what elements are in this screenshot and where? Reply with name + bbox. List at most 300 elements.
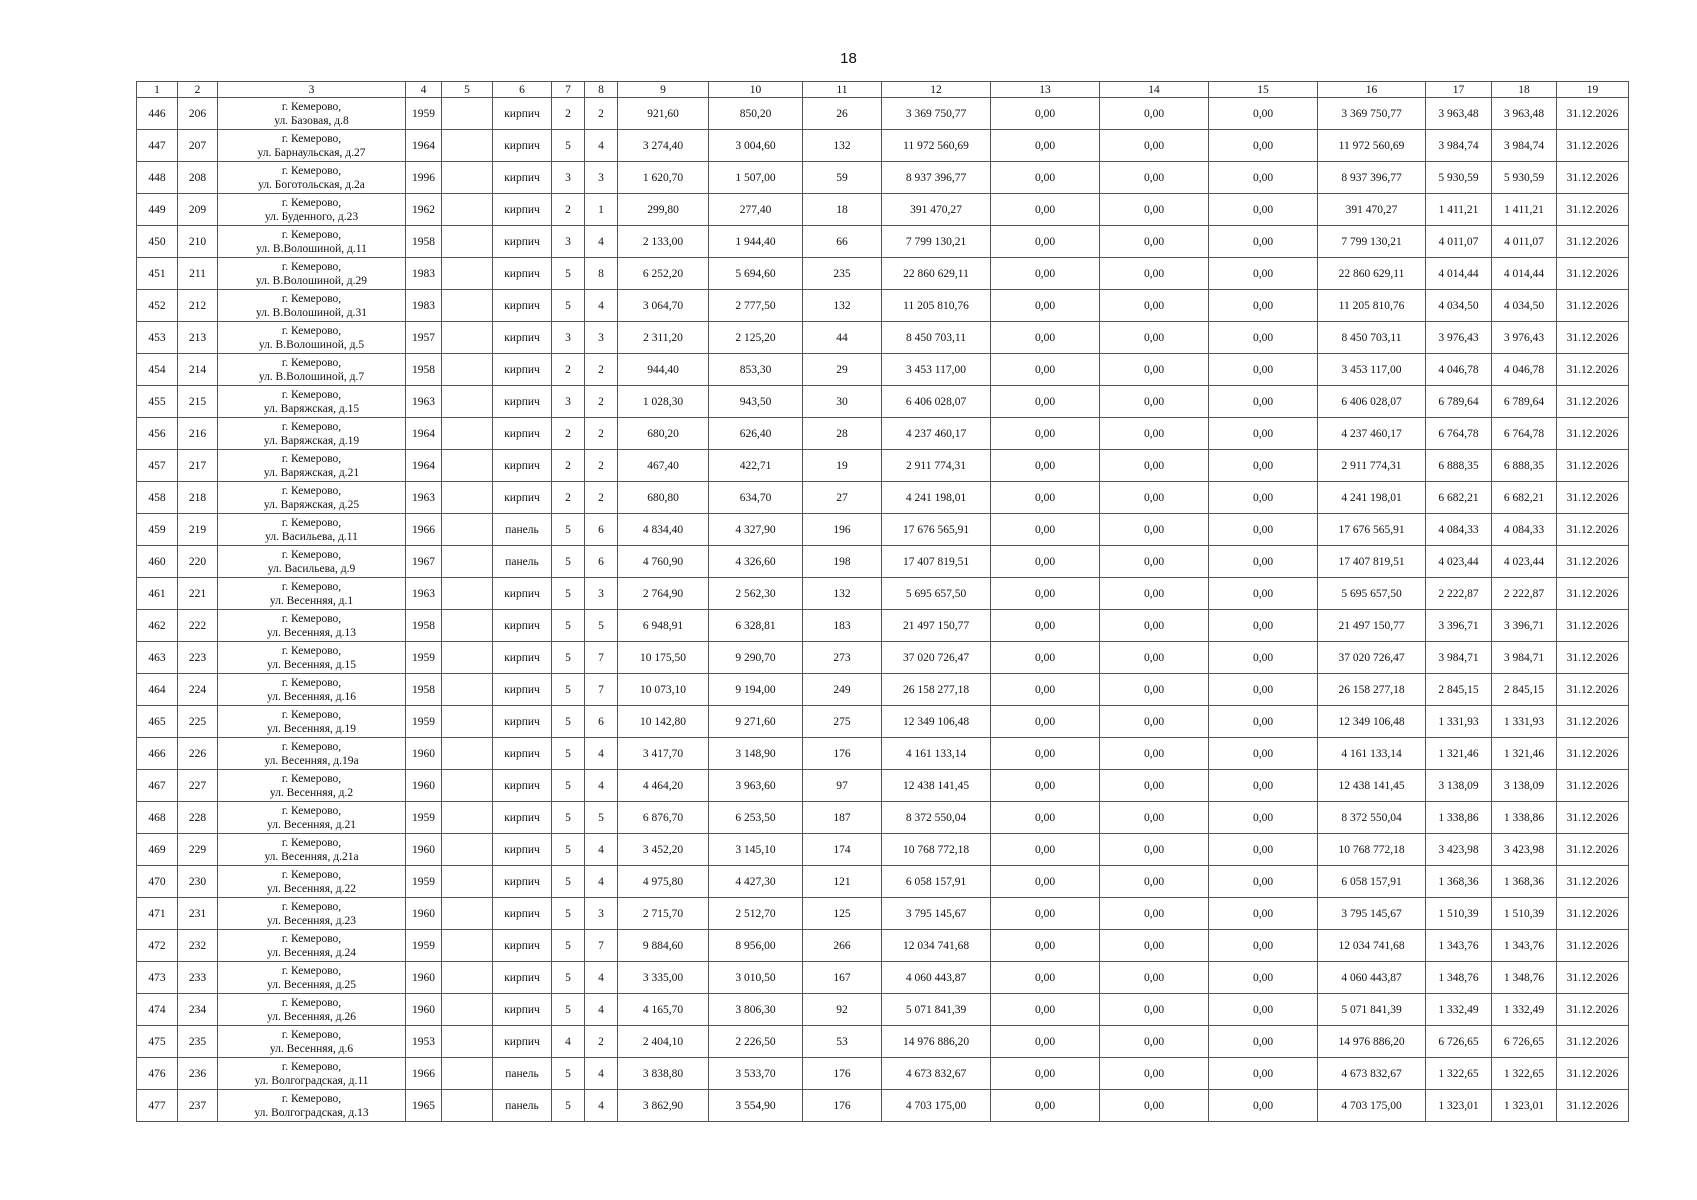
column-15-cell: 0,00: [1209, 674, 1318, 706]
total-area-cell: 944,40: [618, 354, 709, 386]
column-15-cell: 0,00: [1209, 706, 1318, 738]
address-cell: [218, 354, 406, 386]
column-14-cell: 0,00: [1100, 546, 1209, 578]
column-5-cell: [442, 258, 493, 290]
floors-cell: 3: [552, 386, 585, 418]
column-5-cell: [442, 770, 493, 802]
row-number-cell: 463: [137, 642, 178, 674]
column-13-cell: 0,00: [991, 450, 1100, 482]
residents-cell: 66: [803, 226, 882, 258]
address-city: г. Кемерово,: [281, 708, 342, 721]
column-13-cell: 0,00: [991, 98, 1100, 130]
living-area-cell: 850,20: [709, 98, 803, 130]
table-row: [137, 930, 1629, 962]
floors-cell: 3: [552, 322, 585, 354]
address-street: ул. В.Волошиной, д.29: [255, 274, 368, 287]
year-cell: 1959: [406, 930, 442, 962]
residents-cell: 53: [803, 1026, 882, 1058]
column-17-cell: 3 984,74: [1426, 130, 1492, 162]
wall-material-cell: кирпич: [493, 610, 552, 642]
deadline-date-cell: 31.12.2026: [1557, 226, 1629, 258]
column-14-cell: 0,00: [1100, 834, 1209, 866]
column-13-cell: 0,00: [991, 738, 1100, 770]
address-cell: [218, 258, 406, 290]
row-number-cell: 477: [137, 1090, 178, 1122]
column-15-cell: 0,00: [1209, 738, 1318, 770]
object-id-cell: 225: [178, 706, 218, 738]
row-number-cell: 460: [137, 546, 178, 578]
year-cell: 1960: [406, 770, 442, 802]
address-street: ул. Весенняя, д.16: [266, 690, 356, 703]
column-15-cell: 0,00: [1209, 450, 1318, 482]
floors-cell: 5: [552, 546, 585, 578]
table-row: [137, 674, 1629, 706]
entrances-cell: 4: [585, 130, 618, 162]
column-13-cell: 0,00: [991, 610, 1100, 642]
total-area-cell: 4 975,80: [618, 866, 709, 898]
wall-material-cell: кирпич: [493, 674, 552, 706]
row-number-cell: 464: [137, 674, 178, 706]
object-id-cell: 234: [178, 994, 218, 1026]
address-city: г. Кемерово,: [281, 1028, 342, 1041]
column-number-header: 15: [1209, 82, 1318, 98]
wall-material-cell: кирпич: [493, 962, 552, 994]
object-id-cell: 214: [178, 354, 218, 386]
column-13-cell: 0,00: [991, 482, 1100, 514]
column-15-cell: 0,00: [1209, 386, 1318, 418]
total-area-cell: 3 064,70: [618, 290, 709, 322]
residents-cell: 275: [803, 706, 882, 738]
object-id-cell: 221: [178, 578, 218, 610]
table-row: [137, 514, 1629, 546]
deadline-date-cell: 31.12.2026: [1557, 866, 1629, 898]
deadline-date-cell: 31.12.2026: [1557, 130, 1629, 162]
column-5-cell: [442, 322, 493, 354]
row-number-cell: 449: [137, 194, 178, 226]
address-street: ул. Волгоградская, д.11: [254, 1074, 369, 1087]
row-number-cell: 470: [137, 866, 178, 898]
column-number-header: 8: [585, 82, 618, 98]
column-18-cell: 1 322,65: [1492, 1058, 1557, 1090]
column-5-cell: [442, 514, 493, 546]
deadline-date-cell: 31.12.2026: [1557, 898, 1629, 930]
entrances-cell: 2: [585, 98, 618, 130]
entrances-cell: 4: [585, 866, 618, 898]
address-cell: [218, 898, 406, 930]
column-number-header: 4: [406, 82, 442, 98]
table-row: [137, 706, 1629, 738]
cost-cell: 3 369 750,77: [882, 98, 991, 130]
column-16-cell: 391 470,27: [1318, 194, 1426, 226]
address-street: ул. Волгоградская, д.13: [254, 1106, 369, 1119]
column-16-cell: 3 369 750,77: [1318, 98, 1426, 130]
living-area-cell: 1 944,40: [709, 226, 803, 258]
table-row: [137, 642, 1629, 674]
column-17-cell: 1 322,65: [1426, 1058, 1492, 1090]
address-cell: [218, 962, 406, 994]
floors-cell: 5: [552, 706, 585, 738]
floors-cell: 5: [552, 930, 585, 962]
cost-cell: 6 406 028,07: [882, 386, 991, 418]
floors-cell: 5: [552, 674, 585, 706]
column-16-cell: 14 976 886,20: [1318, 1026, 1426, 1058]
column-17-cell: 4 023,44: [1426, 546, 1492, 578]
column-14-cell: 0,00: [1100, 802, 1209, 834]
address-cell: [218, 1026, 406, 1058]
column-14-cell: 0,00: [1100, 386, 1209, 418]
wall-material-cell: кирпич: [493, 866, 552, 898]
living-area-cell: 3 554,90: [709, 1090, 803, 1122]
address-cell: [218, 546, 406, 578]
residents-cell: 273: [803, 642, 882, 674]
address-cell: [218, 194, 406, 226]
table-row: [137, 1058, 1629, 1090]
residents-cell: 121: [803, 866, 882, 898]
column-17-cell: 1 348,76: [1426, 962, 1492, 994]
column-17-cell: 1 510,39: [1426, 898, 1492, 930]
column-15-cell: 0,00: [1209, 578, 1318, 610]
living-area-cell: 2 226,50: [709, 1026, 803, 1058]
column-15-cell: 0,00: [1209, 226, 1318, 258]
column-14-cell: 0,00: [1100, 322, 1209, 354]
year-cell: 1967: [406, 546, 442, 578]
entrances-cell: 3: [585, 322, 618, 354]
table-row: [137, 770, 1629, 802]
address-street: ул. Варяжская, д.21: [263, 466, 360, 479]
floors-cell: 5: [552, 802, 585, 834]
column-13-cell: 0,00: [991, 322, 1100, 354]
residents-cell: 132: [803, 290, 882, 322]
entrances-cell: 4: [585, 834, 618, 866]
column-17-cell: 6 764,78: [1426, 418, 1492, 450]
column-15-cell: 0,00: [1209, 354, 1318, 386]
cost-cell: 4 241 198,01: [882, 482, 991, 514]
column-18-cell: 1 331,93: [1492, 706, 1557, 738]
column-18-cell: 6 726,65: [1492, 1026, 1557, 1058]
object-id-cell: 206: [178, 98, 218, 130]
living-area-cell: 3 145,10: [709, 834, 803, 866]
column-5-cell: [442, 162, 493, 194]
object-id-cell: 228: [178, 802, 218, 834]
column-17-cell: 3 984,71: [1426, 642, 1492, 674]
deadline-date-cell: 31.12.2026: [1557, 1026, 1629, 1058]
entrances-cell: 5: [585, 610, 618, 642]
address-city: г. Кемерово,: [281, 356, 342, 369]
cost-cell: 10 768 772,18: [882, 834, 991, 866]
entrances-cell: 2: [585, 1026, 618, 1058]
wall-material-cell: кирпич: [493, 162, 552, 194]
deadline-date-cell: 31.12.2026: [1557, 290, 1629, 322]
column-16-cell: 6 406 028,07: [1318, 386, 1426, 418]
table-row: [137, 162, 1629, 194]
object-id-cell: 236: [178, 1058, 218, 1090]
living-area-cell: 3 010,50: [709, 962, 803, 994]
address-city: г. Кемерово,: [281, 548, 342, 561]
column-16-cell: 4 703 175,00: [1318, 1090, 1426, 1122]
total-area-cell: 10 175,50: [618, 642, 709, 674]
year-cell: 1963: [406, 578, 442, 610]
row-number-cell: 451: [137, 258, 178, 290]
table-row: [137, 802, 1629, 834]
total-area-cell: 680,20: [618, 418, 709, 450]
total-area-cell: 2 715,70: [618, 898, 709, 930]
year-cell: 1966: [406, 514, 442, 546]
row-number-cell: 462: [137, 610, 178, 642]
total-area-cell: 10 142,80: [618, 706, 709, 738]
year-cell: 1960: [406, 994, 442, 1026]
column-number-header: 18: [1492, 82, 1557, 98]
address-cell: [218, 226, 406, 258]
residents-cell: 125: [803, 898, 882, 930]
year-cell: 1959: [406, 802, 442, 834]
address-city: г. Кемерово,: [281, 132, 342, 145]
address-street: ул. Варяжская, д.15: [263, 402, 360, 415]
object-id-cell: 216: [178, 418, 218, 450]
cost-cell: 17 407 819,51: [882, 546, 991, 578]
year-cell: 1964: [406, 130, 442, 162]
column-13-cell: 0,00: [991, 546, 1100, 578]
column-number-row: [137, 82, 1629, 98]
table-row: [137, 962, 1629, 994]
cost-cell: 12 438 141,45: [882, 770, 991, 802]
residents-cell: 30: [803, 386, 882, 418]
year-cell: 1963: [406, 386, 442, 418]
column-number-header: 12: [882, 82, 991, 98]
total-area-cell: 4 834,40: [618, 514, 709, 546]
address-street: ул. Весенняя, д.15: [266, 658, 356, 671]
column-18-cell: 2 222,87: [1492, 578, 1557, 610]
address-cell: [218, 1058, 406, 1090]
living-area-cell: 9 194,00: [709, 674, 803, 706]
column-17-cell: 3 976,43: [1426, 322, 1492, 354]
year-cell: 1964: [406, 418, 442, 450]
year-cell: 1983: [406, 258, 442, 290]
cost-cell: 21 497 150,77: [882, 610, 991, 642]
row-number-cell: 447: [137, 130, 178, 162]
column-17-cell: 3 423,98: [1426, 834, 1492, 866]
total-area-cell: 299,80: [618, 194, 709, 226]
column-5-cell: [442, 930, 493, 962]
cost-cell: 3 453 117,00: [882, 354, 991, 386]
entrances-cell: 4: [585, 994, 618, 1026]
column-16-cell: 4 241 198,01: [1318, 482, 1426, 514]
row-number-cell: 452: [137, 290, 178, 322]
address-cell: [218, 674, 406, 706]
year-cell: 1959: [406, 866, 442, 898]
cost-cell: 4 161 133,14: [882, 738, 991, 770]
entrances-cell: 5: [585, 802, 618, 834]
living-area-cell: 277,40: [709, 194, 803, 226]
object-id-cell: 210: [178, 226, 218, 258]
column-18-cell: 1 332,49: [1492, 994, 1557, 1026]
total-area-cell: 3 335,00: [618, 962, 709, 994]
column-number-header: 2: [178, 82, 218, 98]
address-cell: [218, 994, 406, 1026]
floors-cell: 5: [552, 130, 585, 162]
entrances-cell: 4: [585, 962, 618, 994]
total-area-cell: 3 274,40: [618, 130, 709, 162]
column-5-cell: [442, 706, 493, 738]
total-area-cell: 3 862,90: [618, 1090, 709, 1122]
wall-material-cell: кирпич: [493, 418, 552, 450]
address-street: ул. Весенняя, д.23: [266, 914, 356, 927]
living-area-cell: 5 694,60: [709, 258, 803, 290]
column-14-cell: 0,00: [1100, 610, 1209, 642]
address-city: г. Кемерово,: [281, 196, 342, 209]
column-number-header: 7: [552, 82, 585, 98]
column-18-cell: 1 348,76: [1492, 962, 1557, 994]
housing-table: [136, 81, 1629, 1122]
column-number-header: 3: [218, 82, 406, 98]
address-cell: [218, 578, 406, 610]
address-cell: [218, 706, 406, 738]
column-17-cell: 1 323,01: [1426, 1090, 1492, 1122]
deadline-date-cell: 31.12.2026: [1557, 674, 1629, 706]
column-16-cell: 22 860 629,11: [1318, 258, 1426, 290]
residents-cell: 27: [803, 482, 882, 514]
entrances-cell: 2: [585, 482, 618, 514]
address-street: ул. Весенняя, д.6: [269, 1042, 354, 1055]
entrances-cell: 3: [585, 898, 618, 930]
table-row: [137, 450, 1629, 482]
column-14-cell: 0,00: [1100, 354, 1209, 386]
wall-material-cell: кирпич: [493, 226, 552, 258]
address-cell: [218, 162, 406, 194]
column-18-cell: 4 046,78: [1492, 354, 1557, 386]
column-14-cell: 0,00: [1100, 706, 1209, 738]
year-cell: 1959: [406, 98, 442, 130]
entrances-cell: 8: [585, 258, 618, 290]
living-area-cell: 2 562,30: [709, 578, 803, 610]
column-17-cell: 2 845,15: [1426, 674, 1492, 706]
year-cell: 1959: [406, 706, 442, 738]
residents-cell: 167: [803, 962, 882, 994]
column-5-cell: [442, 482, 493, 514]
year-cell: 1963: [406, 482, 442, 514]
address-cell: [218, 1090, 406, 1122]
deadline-date-cell: 31.12.2026: [1557, 1090, 1629, 1122]
column-18-cell: 4 011,07: [1492, 226, 1557, 258]
column-18-cell: 3 976,43: [1492, 322, 1557, 354]
address-city: г. Кемерово,: [281, 420, 342, 433]
address-cell: [218, 130, 406, 162]
column-14-cell: 0,00: [1100, 642, 1209, 674]
floors-cell: 5: [552, 642, 585, 674]
table-row: [137, 354, 1629, 386]
address-city: г. Кемерово,: [281, 1092, 342, 1105]
column-17-cell: 3 963,48: [1426, 98, 1492, 130]
entrances-cell: 2: [585, 418, 618, 450]
year-cell: 1960: [406, 898, 442, 930]
wall-material-cell: кирпич: [493, 386, 552, 418]
column-14-cell: 0,00: [1100, 258, 1209, 290]
column-5-cell: [442, 130, 493, 162]
column-number-header: 9: [618, 82, 709, 98]
entrances-cell: 4: [585, 770, 618, 802]
row-number-cell: 467: [137, 770, 178, 802]
total-area-cell: 4 165,70: [618, 994, 709, 1026]
wall-material-cell: кирпич: [493, 258, 552, 290]
object-id-cell: 219: [178, 514, 218, 546]
residents-cell: 176: [803, 1058, 882, 1090]
total-area-cell: 4 464,20: [618, 770, 709, 802]
address-city: г. Кемерово,: [281, 964, 342, 977]
cost-cell: 8 937 396,77: [882, 162, 991, 194]
column-13-cell: 0,00: [991, 674, 1100, 706]
address-city: г. Кемерово,: [281, 772, 342, 785]
column-18-cell: 3 138,09: [1492, 770, 1557, 802]
column-16-cell: 26 158 277,18: [1318, 674, 1426, 706]
column-17-cell: 1 331,93: [1426, 706, 1492, 738]
year-cell: 1996: [406, 162, 442, 194]
wall-material-cell: кирпич: [493, 706, 552, 738]
deadline-date-cell: 31.12.2026: [1557, 450, 1629, 482]
column-17-cell: 6 726,65: [1426, 1026, 1492, 1058]
column-14-cell: 0,00: [1100, 226, 1209, 258]
object-id-cell: 215: [178, 386, 218, 418]
column-14-cell: 0,00: [1100, 994, 1209, 1026]
column-5-cell: [442, 898, 493, 930]
total-area-cell: 680,80: [618, 482, 709, 514]
year-cell: 1962: [406, 194, 442, 226]
row-number-cell: 455: [137, 386, 178, 418]
column-13-cell: 0,00: [991, 994, 1100, 1026]
total-area-cell: 1 028,30: [618, 386, 709, 418]
deadline-date-cell: 31.12.2026: [1557, 194, 1629, 226]
column-18-cell: 1 323,01: [1492, 1090, 1557, 1122]
row-number-cell: 465: [137, 706, 178, 738]
deadline-date-cell: 31.12.2026: [1557, 770, 1629, 802]
residents-cell: 183: [803, 610, 882, 642]
floors-cell: 3: [552, 226, 585, 258]
object-id-cell: 212: [178, 290, 218, 322]
column-16-cell: 11 972 560,69: [1318, 130, 1426, 162]
entrances-cell: 1: [585, 194, 618, 226]
column-15-cell: 0,00: [1209, 418, 1318, 450]
residents-cell: 29: [803, 354, 882, 386]
entrances-cell: 6: [585, 546, 618, 578]
column-14-cell: 0,00: [1100, 898, 1209, 930]
year-cell: 1958: [406, 354, 442, 386]
total-area-cell: 2 311,20: [618, 322, 709, 354]
deadline-date-cell: 31.12.2026: [1557, 802, 1629, 834]
cost-cell: 17 676 565,91: [882, 514, 991, 546]
cost-cell: 26 158 277,18: [882, 674, 991, 706]
cost-cell: 391 470,27: [882, 194, 991, 226]
address-cell: [218, 738, 406, 770]
column-16-cell: 8 450 703,11: [1318, 322, 1426, 354]
address-street: ул. Весенняя, д.19: [266, 722, 356, 735]
address-street: ул. Весенняя, д.21: [266, 818, 356, 831]
table-row: [137, 834, 1629, 866]
residents-cell: 176: [803, 1090, 882, 1122]
column-18-cell: 1 368,36: [1492, 866, 1557, 898]
cost-cell: 4 237 460,17: [882, 418, 991, 450]
address-city: г. Кемерово,: [281, 260, 342, 273]
address-city: г. Кемерово,: [281, 388, 342, 401]
column-17-cell: 1 368,36: [1426, 866, 1492, 898]
address-street: ул. Варяжская, д.19: [263, 434, 360, 447]
year-cell: 1953: [406, 1026, 442, 1058]
table-row: [137, 738, 1629, 770]
column-15-cell: 0,00: [1209, 162, 1318, 194]
column-17-cell: 4 046,78: [1426, 354, 1492, 386]
year-cell: 1958: [406, 610, 442, 642]
year-cell: 1957: [406, 322, 442, 354]
floors-cell: 5: [552, 514, 585, 546]
object-id-cell: 222: [178, 610, 218, 642]
residents-cell: 44: [803, 322, 882, 354]
